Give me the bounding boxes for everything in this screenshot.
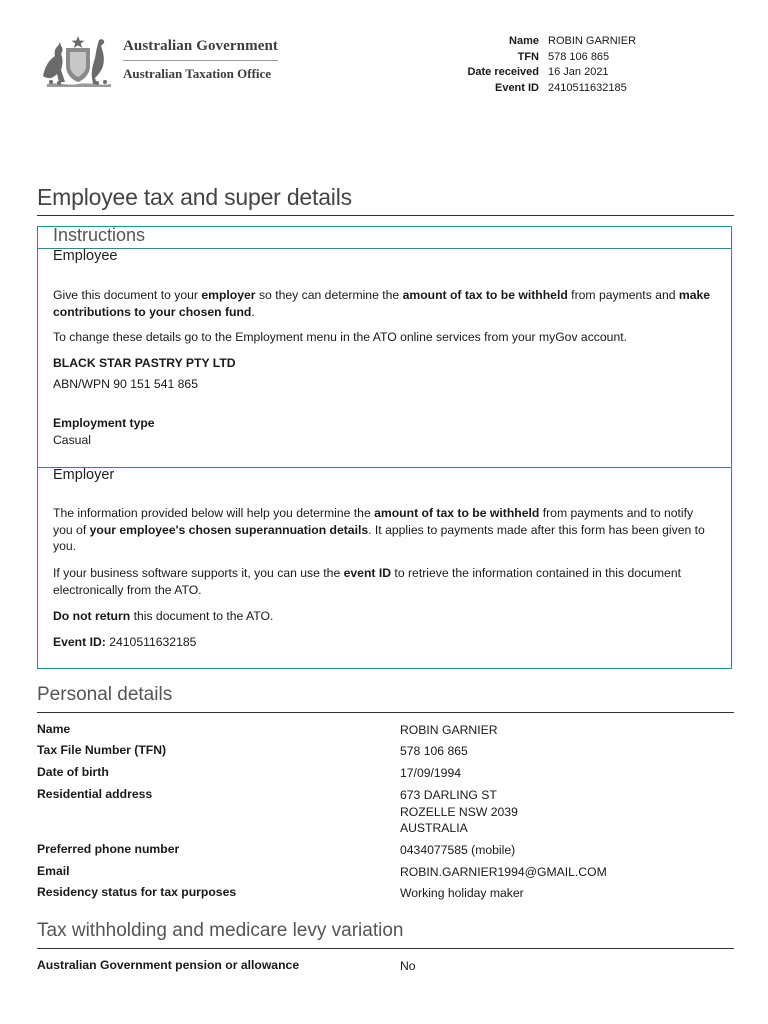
- employer-abn: ABN/WPN 90 151 541 865: [53, 377, 198, 391]
- personal-details-divider: [37, 712, 734, 713]
- field-label: Preferred phone number: [37, 842, 180, 856]
- page-title: Employee tax and super details: [37, 184, 352, 210]
- employer-company-name: BLACK STAR PASTRY PTY LTD: [53, 356, 236, 370]
- field-value: 17/09/1994: [400, 766, 461, 780]
- ato-wordmark: [123, 38, 278, 82]
- employee-instructions-para: Give this document to your employer so they can determine the amount of tax to be withheld from payments and make contributions to your chosen fund.: [53, 288, 711, 319]
- employment-type-value: Casual: [53, 433, 91, 447]
- address-line: 673 DARLING ST: [400, 788, 497, 802]
- event-id-para: Event ID: 2410511632185: [53, 635, 197, 649]
- document-header: [37, 32, 738, 102]
- field-label: Date of birth: [37, 765, 109, 779]
- meta-row-date-received: [457, 65, 636, 81]
- meta-label: TFN: [517, 50, 539, 63]
- meta-value: 16 Jan 2021: [548, 66, 609, 78]
- employment-type-label: Employment type: [53, 416, 155, 430]
- employer-info-para: The information provided below will help you determine the amount of tax to be withheld from payments and to notify you of your employee's chosen superannuation details. It applies to payments made after this form has been given to you.: [53, 506, 705, 553]
- tax-withholding-divider: [37, 948, 734, 949]
- field-value: 578 106 865: [400, 744, 468, 758]
- instructions-header: [38, 227, 731, 249]
- field-label: Tax File Number (TFN): [37, 743, 167, 757]
- employee-change-details-para: To change these details go to the Employment menu in the ATO online services from your myGov account.: [53, 330, 628, 344]
- ato-logo: [37, 32, 278, 88]
- field-value: 0434077585 (mobile): [400, 843, 516, 857]
- field-label: Residency status for tax purposes: [37, 885, 237, 899]
- employer-heading: Employer: [53, 467, 115, 483]
- title-divider: [37, 215, 734, 216]
- agency-name: Australian Taxation Office: [123, 66, 272, 81]
- personal-details-heading: Personal details: [37, 684, 173, 705]
- employee-heading: Employee: [53, 248, 118, 264]
- tax-withholding-heading: Tax withholding and medicare levy variation: [37, 920, 404, 941]
- instructions-panel: [37, 226, 732, 669]
- do-not-return-para: Do not return this document to the ATO.: [53, 609, 274, 623]
- address-line: ROZELLE NSW 2039: [400, 804, 518, 819]
- meta-row-name: [457, 34, 636, 50]
- header-meta: [457, 34, 636, 96]
- meta-value: ROBIN GARNIER: [548, 35, 637, 47]
- meta-label: Name: [509, 35, 539, 47]
- employer-software-para: If your business software supports it, you can use the event ID to retrieve the information contained in this document electronically from the ATO.: [53, 566, 681, 597]
- field-value: ROBIN.GARNIER1994@GMAIL.COM: [400, 865, 607, 879]
- meta-row-event-id: [457, 81, 636, 97]
- meta-label: Event ID: [494, 81, 539, 94]
- field-label: Name: [37, 722, 71, 736]
- meta-value: 578 106 865: [548, 50, 610, 63]
- field-label: Residential address: [37, 787, 153, 801]
- meta-label: Date received: [467, 66, 539, 78]
- field-value: Working holiday maker: [400, 886, 524, 900]
- field-label: Australian Government pension or allowance: [37, 958, 300, 972]
- field-value: No: [400, 959, 416, 973]
- meta-row-tfn: [457, 50, 636, 66]
- field-value-address: [400, 787, 518, 837]
- instructions-heading: Instructions: [53, 225, 146, 245]
- field-label: Email: [37, 864, 70, 878]
- coat-of-arms-icon: [37, 32, 117, 88]
- employer-divider: [38, 467, 731, 468]
- meta-value: 2410511632185: [548, 81, 627, 94]
- gov-name: Australian Government: [123, 38, 278, 61]
- address-line: AUSTRALIA: [400, 821, 468, 835]
- field-value: ROBIN GARNIER: [400, 723, 498, 737]
